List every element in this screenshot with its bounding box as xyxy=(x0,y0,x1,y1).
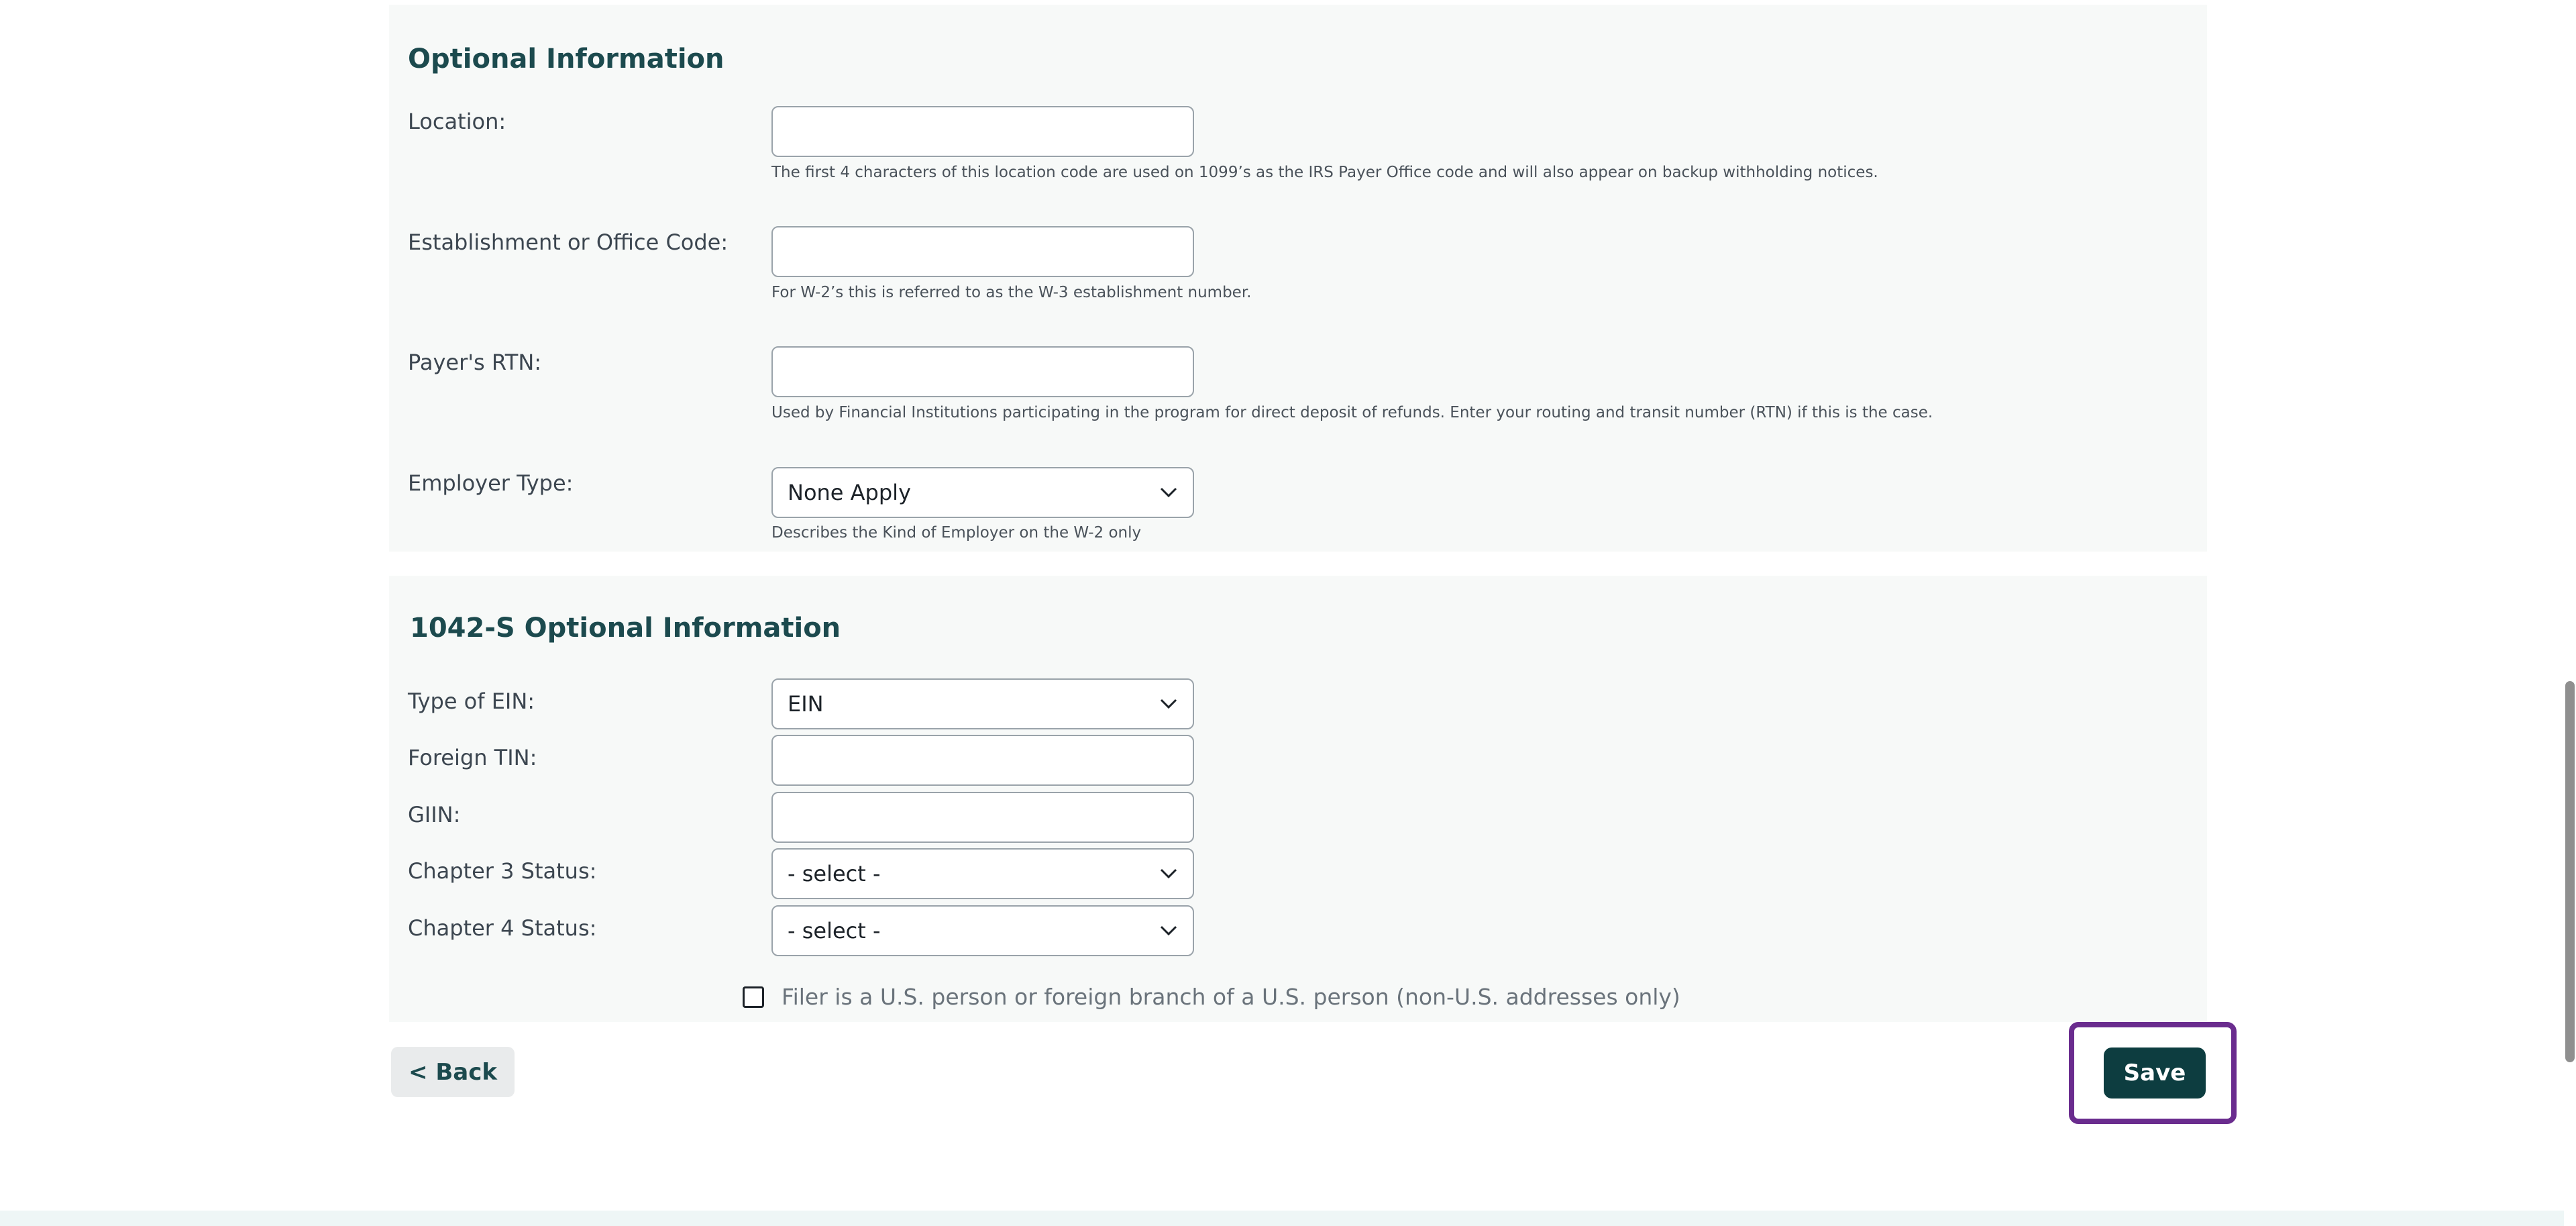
employer-type-label: Employer Type: xyxy=(408,470,574,496)
section-title-1042s: 1042-S Optional Information xyxy=(410,613,841,644)
establishment-code-input[interactable] xyxy=(771,226,1194,277)
payer-rtn-hint: Used by Financial Institutions participating in the program for direct deposit of refunds. Enter your routing and transit number (RTN) if this is the case. xyxy=(771,404,1933,421)
employer-type-selected-value: None Apply xyxy=(788,480,911,505)
location-label: Location: xyxy=(408,109,506,134)
location-input[interactable] xyxy=(771,106,1194,157)
type-of-ein-label: Type of EIN: xyxy=(408,688,535,714)
us-person-checkbox-label[interactable]: Filer is a U.S. person or foreign branch of a U.S. person (non-U.S. addresses only) xyxy=(782,984,1680,1010)
save-button[interactable]: Save xyxy=(2104,1048,2206,1099)
chevron-down-icon xyxy=(1159,868,1178,880)
payer-rtn-label: Payer's RTN: xyxy=(408,350,542,375)
foreign-tin-label: Foreign TIN: xyxy=(408,745,537,770)
chapter-4-selected-value: - select - xyxy=(788,918,881,943)
giin-input[interactable] xyxy=(771,792,1194,843)
foreign-tin-input[interactable] xyxy=(771,735,1194,786)
payer-rtn-input[interactable] xyxy=(771,346,1194,397)
chapter-3-status-label: Chapter 3 Status: xyxy=(408,858,597,884)
employer-type-select[interactable] xyxy=(771,467,1194,518)
location-hint: The first 4 characters of this location code are used on 1099’s as the IRS Payer Office code and will also appear on backup withholding notices. xyxy=(771,164,1878,181)
optional-information-section xyxy=(389,5,2207,552)
back-button[interactable]: < Back xyxy=(391,1047,515,1097)
giin-label: GIIN: xyxy=(408,802,461,827)
type-of-ein-selected-value: EIN xyxy=(788,691,824,717)
chevron-down-icon xyxy=(1159,487,1178,499)
chapter-4-status-select[interactable] xyxy=(771,905,1194,956)
type-of-ein-select[interactable] xyxy=(771,678,1194,729)
chevron-down-icon xyxy=(1159,698,1178,710)
scrollbar-thumb[interactable] xyxy=(2565,681,2575,1062)
us-person-checkbox-row xyxy=(743,984,1680,1010)
chevron-down-icon xyxy=(1159,925,1178,937)
establishment-code-label: Establishment or Office Code: xyxy=(408,229,729,255)
chapter-4-status-label: Chapter 4 Status: xyxy=(408,915,597,941)
footer-band xyxy=(0,1211,2576,1226)
form-1042s-section xyxy=(389,576,2207,1022)
employer-type-hint: Describes the Kind of Employer on the W-2 only xyxy=(771,524,1142,542)
chapter-3-selected-value: - select - xyxy=(788,861,881,886)
section-title-optional-information: Optional Information xyxy=(408,44,724,74)
chapter-3-status-select[interactable] xyxy=(771,848,1194,899)
us-person-checkbox[interactable] xyxy=(743,986,764,1008)
establishment-code-hint: For W-2’s this is referred to as the W-3 establishment number. xyxy=(771,284,1252,301)
